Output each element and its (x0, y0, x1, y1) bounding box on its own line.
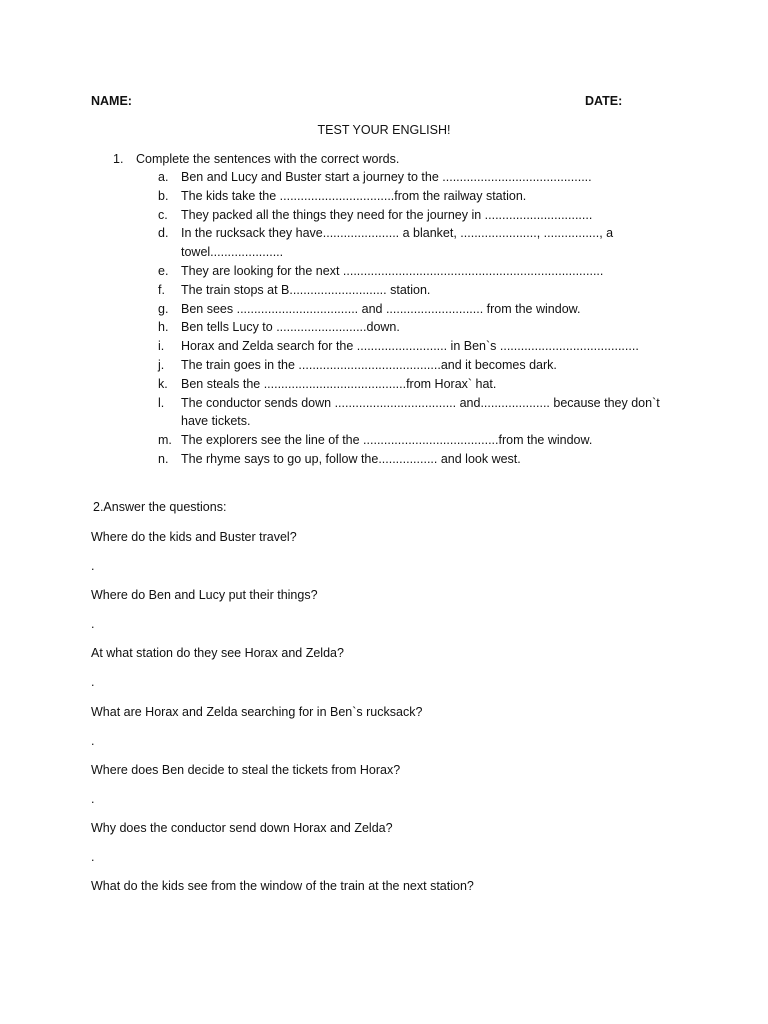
sentence-list (158, 168, 673, 469)
section-complete-sentences (113, 150, 673, 469)
question-6: Why does the conductor send down Horax and Zelda? (91, 821, 393, 835)
item-letter: l. (158, 395, 165, 410)
item-letter: f. (158, 282, 165, 297)
list-item (158, 206, 673, 225)
question-2: Where do Ben and Lucy put their things? (91, 588, 318, 602)
answer-line-6: . (91, 850, 95, 864)
item-letter: h. (158, 320, 169, 335)
item-text: The kids take the .................................from the railway station. (181, 188, 527, 203)
item-text: Ben steals the .........................................from Horax` hat. (181, 376, 497, 391)
item-text: The conductor sends down ................................... and.................... because they don`t have tickets. (181, 395, 660, 429)
answer-line-4: . (91, 734, 95, 748)
section1-number: 1. (113, 152, 124, 166)
item-text: They are looking for the next ........................................................................... (181, 263, 604, 278)
answer-line-1: . (91, 559, 95, 573)
question-5: Where does Ben decide to steal the tickets from Horax? (91, 763, 401, 777)
item-text: Ben sees ................................... and ............................ from the window. (181, 301, 581, 316)
item-letter: c. (158, 207, 168, 222)
name-label: NAME: (91, 94, 132, 108)
list-item (158, 281, 673, 300)
answer-line-5: . (91, 792, 95, 806)
item-letter: k. (158, 376, 168, 391)
list-item (158, 375, 673, 394)
answer-line-2: . (91, 617, 95, 631)
item-text: The train stops at B............................ station. (181, 282, 431, 297)
item-text: In the rucksack they have...................... a blanket, ......................, ................, a towel..................... (181, 226, 614, 260)
item-letter: g. (158, 301, 169, 316)
item-text: Ben tells Lucy to ..........................down. (181, 320, 400, 335)
list-item (158, 394, 673, 432)
list-item (158, 224, 673, 262)
item-letter: b. (158, 188, 169, 203)
item-letter: j. (158, 357, 165, 372)
item-text: They packed all the things they need for the journey in ............................... (181, 207, 593, 222)
list-item (158, 168, 673, 187)
page-title: TEST YOUR ENGLISH! (317, 123, 451, 137)
item-letter: i. (158, 339, 165, 354)
section1-instruction: Complete the sentences with the correct words. (136, 152, 400, 166)
list-item (158, 187, 673, 206)
item-letter: d. (158, 226, 169, 241)
list-item (158, 300, 673, 319)
question-4: What are Horax and Zelda searching for in Ben`s rucksack? (91, 705, 423, 719)
date-label: DATE: (585, 94, 623, 108)
item-letter: a. (158, 170, 169, 184)
question-1: Where do the kids and Buster travel? (91, 530, 297, 544)
section2-heading: 2.Answer the questions: (93, 500, 227, 514)
item-letter: m. (158, 433, 172, 448)
item-text: The rhyme says to go up, follow the................. and look west. (181, 451, 521, 466)
item-letter: e. (158, 263, 169, 278)
item-text: Horax and Zelda search for the .......................... in Ben`s ........................................ (181, 339, 639, 354)
item-letter: n. (158, 451, 169, 466)
list-item (158, 431, 673, 450)
section1-heading (113, 150, 673, 168)
list-item (158, 450, 673, 469)
item-text: The explorers see the line of the .......................................from the window. (181, 433, 593, 448)
list-item (158, 318, 673, 337)
item-text: Ben and Lucy and Buster start a journey to the ........................................... (181, 170, 592, 184)
answer-line-3: . (91, 675, 95, 689)
question-7: What do the kids see from the window of the train at the next station? (91, 879, 474, 893)
question-3: At what station do they see Horax and Zelda? (91, 646, 344, 660)
list-item (158, 262, 673, 281)
list-item (158, 356, 673, 375)
item-text: The train goes in the .........................................and it becomes dark. (181, 357, 557, 372)
list-item (158, 337, 673, 356)
